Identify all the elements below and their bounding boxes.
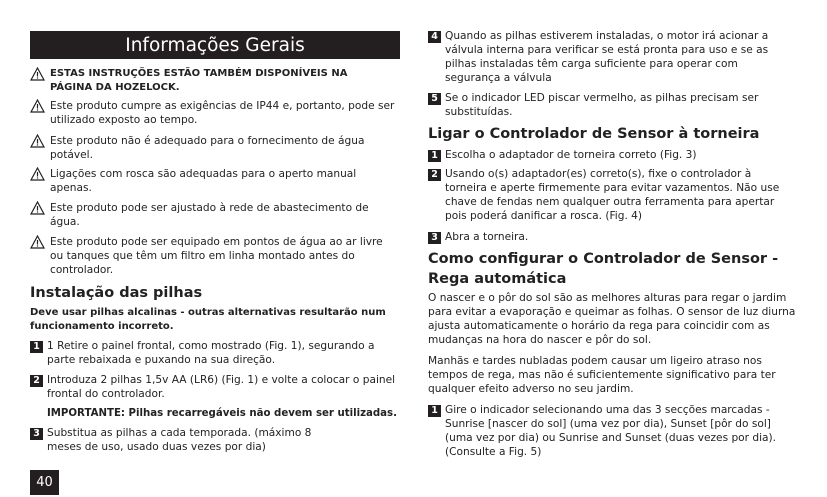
auto-step-1: Gire o indicador selecionando uma das 3 secções marcadas - Sunrise [nascer do sol] (uma vez por dia), Sunset [pôr do sol] (uma vez por dia) ou Sunrise and Sunset (duas vezes por dia). (Consulte a Fig. 5): [445, 404, 777, 458]
step-number: 1: [30, 341, 43, 353]
section-heading-tap: Ligar o Controlador de Sensor à torneira: [428, 126, 760, 142]
warning-text-3: Este produto não é adequado para o fornecimento de água potável.: [50, 135, 365, 161]
page-number: 40: [30, 470, 59, 495]
warning-text-4: Ligações com rosca são adequadas para o aperto manual apenas.: [50, 168, 357, 194]
auto-paragraph-1: O nascer e o pôr do sol são as melhores alturas para regar o jardim para evitar a evaporação e queimar as folhas. O sensor de luz diurna ajusta automaticamente o horário da rega para coincidir com as mudanças na hora do nascer e pôr do sol.: [428, 292, 796, 346]
battery-note: Deve usar pilhas alcalinas - outras alternativas resultarão num funcionamento incorreto.: [30, 307, 386, 332]
section-heading-auto: Como configurar o Controlador de Sensor - Rega automática: [428, 251, 779, 287]
tap-step-2: Usando o(s) adaptador(es) correto(s), fixe o controlador à torneira e aperte firmemente para evitar vazamentos. Não use chave de fendas nem qualquer outra ferramenta para apertar pois poderá danificar a rosca. (Fig. 4): [445, 168, 780, 222]
warning-icon: [30, 67, 45, 81]
warning-text-5: Este produto pode ser ajustado à rede de abastecimento de água.: [50, 202, 369, 228]
tap-step-1: Escolha o adaptador de torneira correto (Fig. 3): [445, 149, 697, 161]
battery-step-5: Se o indicador LED piscar vermelho, as pilhas precisam ser substituídas.: [445, 92, 759, 118]
battery-step-1: 1 Retire o painel frontal, como mostrado (Fig. 1), segurando a parte rebaixada e puxando na sua direção.: [47, 340, 375, 366]
step-number: 1: [428, 405, 441, 417]
step-number: 4: [428, 31, 441, 43]
step-number: 5: [428, 93, 441, 105]
warning-icon: [30, 235, 45, 249]
step-number: 3: [30, 428, 43, 440]
battery-step-3: Substitua as pilhas a cada temporada. (máximo 8 meses de uso, usado duas vezes por dia): [47, 427, 312, 453]
warning-text-1: ESTAS INSTRUÇÕES ESTÃO TAMBÉM DISPONÍVEIS NA PÁGINA DA HOZELOCK.: [50, 68, 348, 93]
auto-paragraph-2: Manhãs e tardes nubladas podem causar um ligeiro atraso nos tempos de rega, mas não é suficientemente significativo para ter qualquer efeito adverso no seu jardim.: [428, 355, 776, 395]
step-number: 1: [428, 150, 441, 162]
warning-icon: [30, 167, 45, 181]
warning-icon: [30, 99, 45, 113]
battery-step-2: Introduza 2 pilhas 1,5v AA (LR6) (Fig. 1) e volte a colocar o painel frontal do controlador.: [47, 374, 396, 400]
warning-icon: [30, 201, 45, 215]
step-number: 2: [428, 169, 441, 181]
section-heading-batteries: Instalação das pilhas: [30, 285, 203, 301]
battery-step-4: Quando as pilhas estiverem instaladas, o motor irá acionar a válvula interna para verificar se está pronta para uso e se as pilhas instaladas têm carga suficiente para operar com segurança a válvula: [445, 30, 769, 84]
warning-text-6: Este produto pode ser equipado em pontos de água ao ar livre ou tanques que têm um filtro em linha montado antes do controlador.: [50, 236, 383, 276]
page-title: Informações Gerais: [30, 31, 400, 59]
step-number: 3: [428, 232, 441, 244]
step-number: 2: [30, 375, 43, 387]
tap-step-3: Abra a torneira.: [445, 231, 529, 243]
important-note: IMPORTANTE: Pilhas recarregáveis não devem ser utilizadas.: [47, 408, 397, 419]
warning-icon: [30, 134, 45, 148]
warning-text-2: Este produto cumpre as exigências de IP44 e, portanto, pode ser utilizado exposto ao tempo.: [50, 100, 395, 126]
